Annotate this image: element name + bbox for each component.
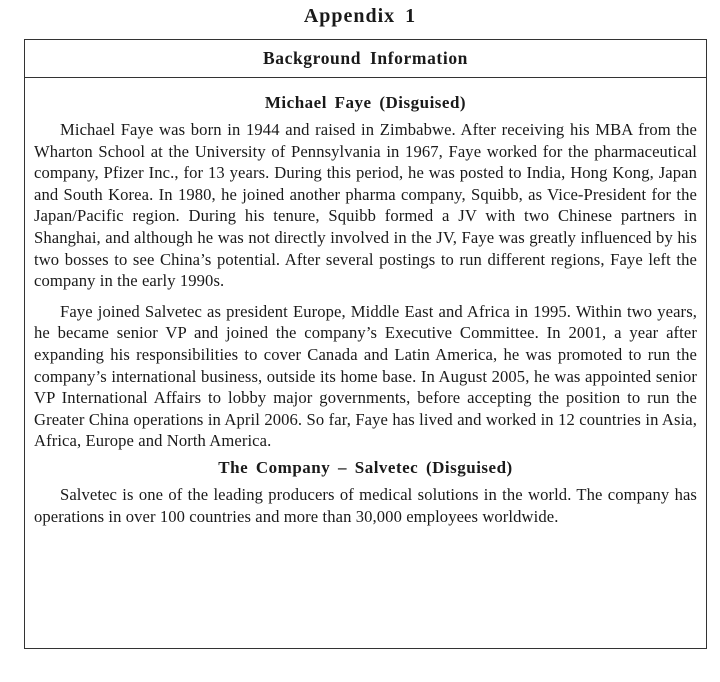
paragraph-faye-salvetec-career: Faye joined Salvetec as president Europe, Middle East and Africa in 1995. Within two years, he became senior VP and joined the company’s Executive Committee. In 2001, a year after expanding his responsibilities to cover Canada and Latin America, he was promoted to run the company’s international business, outside its home base. In August 2005, he was appointed senior VP International Affairs to lobby major governments, before accepting the position to run the Greater China operations in April 2006. So far, Faye has lived and worked in 12 countries in Asia, Africa, Europe and North America. xyxy=(34,301,697,451)
box-content xyxy=(25,93,706,527)
appendix-title: Appendix 1 xyxy=(303,5,417,27)
box-header: Background Information xyxy=(25,40,706,78)
paragraph-faye-early-career: Michael Faye was born in 1944 and raised in Zimbabwe. After receiving his MBA from the Wharton School at the University of Pennsylvania in 1967, Faye worked for the pharmaceutical company, Pfizer Inc., for 13 years. During this period, he was posted to India, Hong Kong, Japan and South Korea. In 1980, he joined another pharma company, Squibb, as Vice-President for the Japan/Pacific region. During his tenure, Squibb formed a JV with two Chinese partners in Shanghai, and although he was not directly involved in the JV, Faye was greatly influenced by his two bosses to see China’s potential. After several postings to run different regions, Faye left the company in the early 1990s. xyxy=(34,120,697,291)
section-heading-michael-faye: Michael Faye (Disguised) xyxy=(264,93,467,112)
background-information-box xyxy=(24,39,707,649)
paragraph-company-overview: Salvetec is one of the leading producers of medical solutions in the world. The company has operations in over 100 countries and more than 30,000 employees worldwide. xyxy=(34,484,697,526)
section-heading-company: The Company – Salvetec (Disguised) xyxy=(218,457,513,477)
